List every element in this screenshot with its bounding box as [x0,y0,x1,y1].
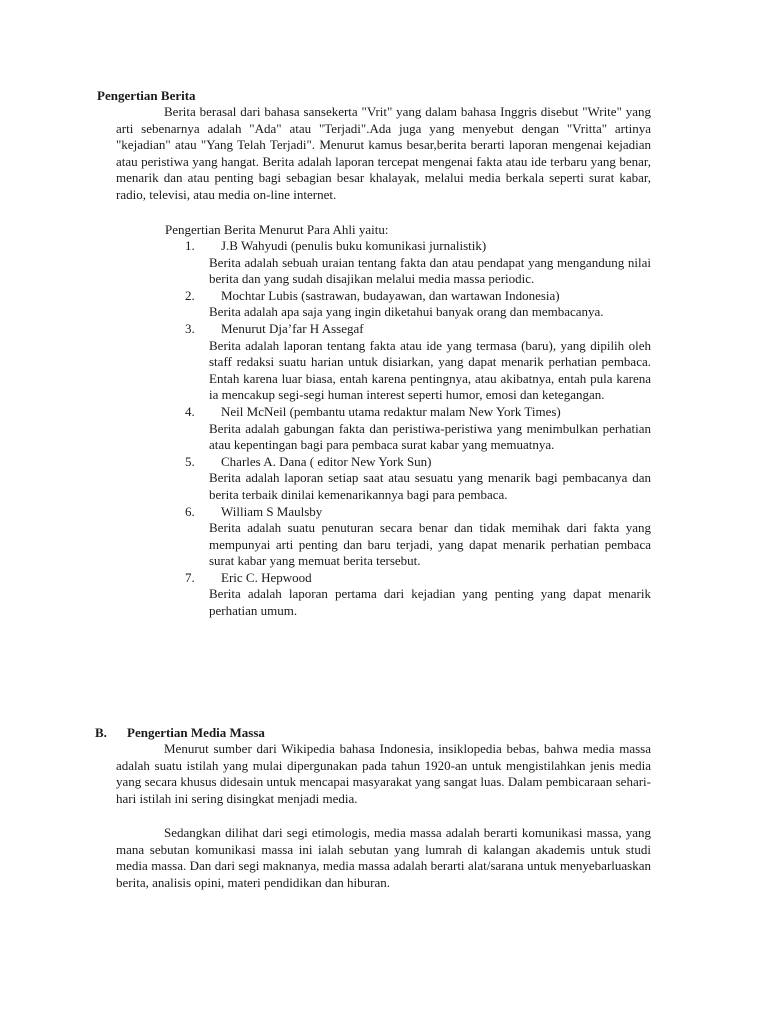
list-item [116,321,651,404]
expert-name: Charles A. Dana ( editor New York Sun) [221,453,432,469]
expert-name: Eric C. Hepwood [221,569,312,585]
list-item [116,504,651,570]
list-item [116,454,651,504]
expert-definition: Berita adalah apa saja yang ingin diketahui banyak orang dan membacanya. [209,304,604,320]
expert-name: Mochtar Lubis (sastrawan, budayawan, dan wartawan Indonesia) [221,287,560,303]
experts-list [116,238,651,620]
expert-definition: Berita adalah laporan tentang fakta atau ide yang termasa (baru), yang dipilih oleh staff redaksi suatu harian untuk disiarkan, yang dapat menarik perhatian pembaca. Entah karena luar biasa, entah karena pentingnya, atau akibatnya, entah pula karena ia mencakup segi-segi human interest seperti humor, emosi dan ketegangan. [209,337,651,403]
list-number: 4. [185,403,195,419]
expert-definition: Berita adalah laporan pertama dari kejadian yang penting yang dapat menarik perhatian umum. [209,586,651,619]
section-title: Pengertian Media Massa [127,725,265,740]
list-item [116,570,651,620]
list-number: 5. [185,453,195,469]
list-item [116,404,651,454]
expert-name: William S Maulsby [221,503,323,519]
list-number: 3. [185,320,195,336]
media-massa-paragraph-1: Menurut sumber dari Wikipedia bahasa Indonesia, insiklopedia bebas, bahwa media massa adalah suatu istilah yang mulai dipergunakan pada tahun 1920-an untuk mengistilahkan jenis media yang secara khusus didesain untuk mencapai masyarakat yang sangat luas. Dalam pembicaraan sehari-hari istilah ini sering disingkat menjadi media. [116,741,651,806]
expert-definition: Berita adalah sebuah uraian tentang fakta dan atau pendapat yang mengandung nilai berita dan yang sudah disajikan melalui media massa periodic. [209,254,651,287]
section-letter: B. [95,725,107,740]
list-number: 7. [185,569,195,585]
list-item [116,288,651,321]
expert-definition: Berita adalah suatu penuturan secara benar dan tidak memihak dari fakta yang mempunyai arti penting dan baru terjadi, yang dapat menarik perhatian pembaca surat kabar yang memuat berita tersebut. [209,520,651,569]
list-number: 6. [185,503,195,519]
section-heading-berita: Pengertian Berita [97,88,196,103]
expert-definition: Berita adalah laporan setiap saat atau sesuatu yang menarik bagi pembacanya dan berita terbaik dinilai kemenarikannya bagi para pembaca. [209,470,651,502]
experts-intro: Pengertian Berita Menurut Para Ahli yaitu: [165,222,389,237]
media-massa-paragraph-2: Sedangkan dilihat dari segi etimologis, media massa adalah berarti komunikasi massa, yang mana sebutan komunikasi massa ini ialah sebutan yang lumrah di kalangan akademis untuk studi media massa. Dan dari segi maknanya, media massa adalah berarti alat/sarana untuk menyebarluaskan berita, analisis opini, materi pendidikan dan hiburan. [116,825,651,890]
berita-definition-paragraph: Berita berasal dari bahasa sansekerta "Vrit" yang dalam bahasa Inggris disebut "Write" yang arti sebenarnya adalah "Ada" atau "Terjadi".Ada juga yang menyebut dengan "Vritta" artinya "kejadian" atau "Yang Telah Terjadi". Menurut kamus besar,berita berarti laporan mengenai kejadian atau peristiwa yang hangat. Berita adalah laporan tercepat mengenai fakta atau ide terbaru yang benar, menarik dan atau penting bagi sebagian besar khalayak, melalui media berkala seperti surat kabar, radio, televisi, atau media on-line internet. [116,104,651,202]
list-item [116,238,651,288]
expert-name: Neil McNeil (pembantu utama redaktur malam New York Times) [221,403,561,419]
expert-definition: Berita adalah gabungan fakta dan peristiwa-peristiwa yang menimbulkan perhatian atau kepentingan bagi para pembaca surat kabar yang memuatnya. [209,420,651,453]
expert-name: Menurut Dja’far H Assegaf [221,320,364,336]
list-number: 2. [185,287,195,303]
expert-name: J.B Wahyudi (penulis buku komunikasi jurnalistik) [221,238,487,253]
list-number: 1. [185,238,195,253]
